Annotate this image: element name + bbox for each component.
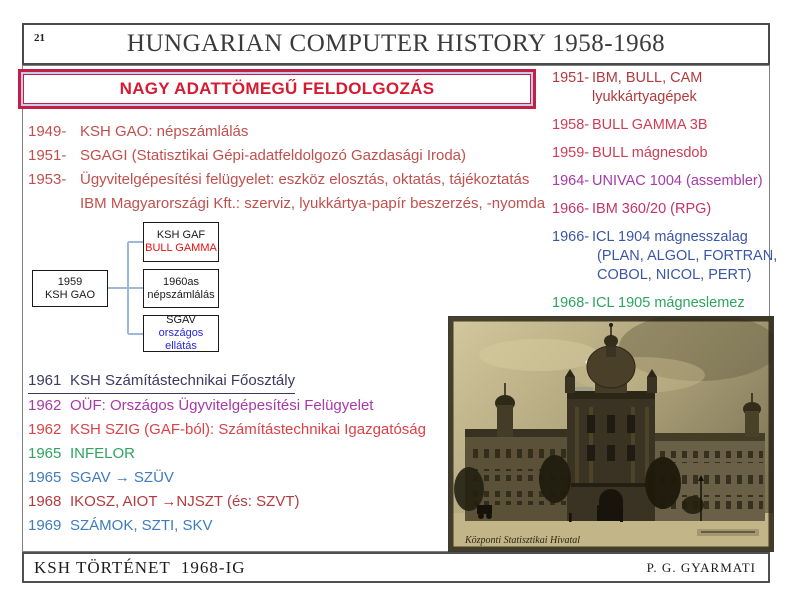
footer-title: KSH TÖRTÉNET 1968-IG bbox=[34, 558, 246, 577]
early-history-list bbox=[28, 120, 545, 216]
footer-bar bbox=[22, 552, 770, 583]
machines-list bbox=[552, 69, 778, 322]
page-title: HUNGARIAN COMPUTER HISTORY 1958-1968 bbox=[126, 30, 666, 57]
list-item: 1969 SZÁMOK, SZTI, SKV bbox=[28, 517, 213, 534]
building-photo bbox=[448, 316, 774, 552]
section-title: NAGY ADATTÖMEGŰ FELDOLGOZÁS bbox=[119, 79, 435, 98]
footer-author: P. G. GYARMATI bbox=[646, 560, 756, 575]
list-item: 1961 KSH Számítástechnikai Főosztály bbox=[28, 369, 426, 394]
diagram-box-sgav: SGAV országos ellátás bbox=[143, 315, 219, 352]
machine-item: 1958- BULL GAMMA 3B bbox=[552, 117, 708, 133]
list-item: 1962 OÜF: Országos Ügyvitelgépesítési Felügyelet bbox=[28, 397, 374, 414]
machine-item: 1966- ICL 1904 mágnesszalag (PLAN, ALGOL, FORTRAN, COBOL, NICOL, PERT) bbox=[552, 229, 778, 283]
list-item: 1965 INFELOR bbox=[28, 445, 136, 462]
list-item: 1968 IKOSZ, AIOT →NJSZT (és: SZVT) bbox=[28, 493, 300, 510]
machine-item: 1964- UNIVAC 1004 (assembler) bbox=[552, 173, 763, 189]
list-item: 1965 SGAV → SZÜV bbox=[28, 469, 174, 486]
machine-item: 1959- BULL mágnesdob bbox=[552, 145, 708, 161]
photo-caption: Központi Statisztikai Hivatal bbox=[465, 535, 581, 546]
page-number: 21 bbox=[34, 32, 45, 44]
building-photo-illustration bbox=[449, 317, 773, 551]
list-item: IBM Magyarországi Kft.: szerviz, lyukkártya-papír beszerzés, -nyomda bbox=[80, 195, 546, 212]
list-item: 1962 KSH SZIG (GAF-ból): Számítástechnikai Igazgatóság bbox=[28, 421, 426, 438]
list-item: 1953- Ügyvitelgépesítési felügyelet: eszköz elosztás, oktatás, tájékoztatás bbox=[28, 171, 530, 188]
machine-item: 1966- IBM 360/20 (RPG) bbox=[552, 201, 712, 217]
section-header-inner bbox=[23, 74, 531, 104]
org-timeline-list bbox=[28, 369, 426, 538]
diagram-box-nepszamlalas: 1960as népszámlálás bbox=[143, 269, 219, 308]
section-header-box bbox=[18, 69, 536, 109]
machine-item: 1951- IBM, BULL, CAM lyukkártyagépek bbox=[552, 70, 703, 105]
machine-item: 1968- ICL 1905 mágneslemez bbox=[552, 295, 745, 311]
title-bar bbox=[22, 23, 770, 65]
list-item: 1949- KSH GAO: népszámlálás bbox=[28, 123, 249, 140]
diagram-box-ksh-gao: 1959 KSH GAO bbox=[32, 270, 108, 307]
org-diagram bbox=[32, 222, 222, 357]
diagram-box-ksh-gaf: KSH GAF BULL GAMMA bbox=[143, 222, 219, 262]
list-item: 1951- SGAGI (Statisztikai Gépi-adatfeldolgozó Gazdasági Iroda) bbox=[28, 147, 467, 164]
